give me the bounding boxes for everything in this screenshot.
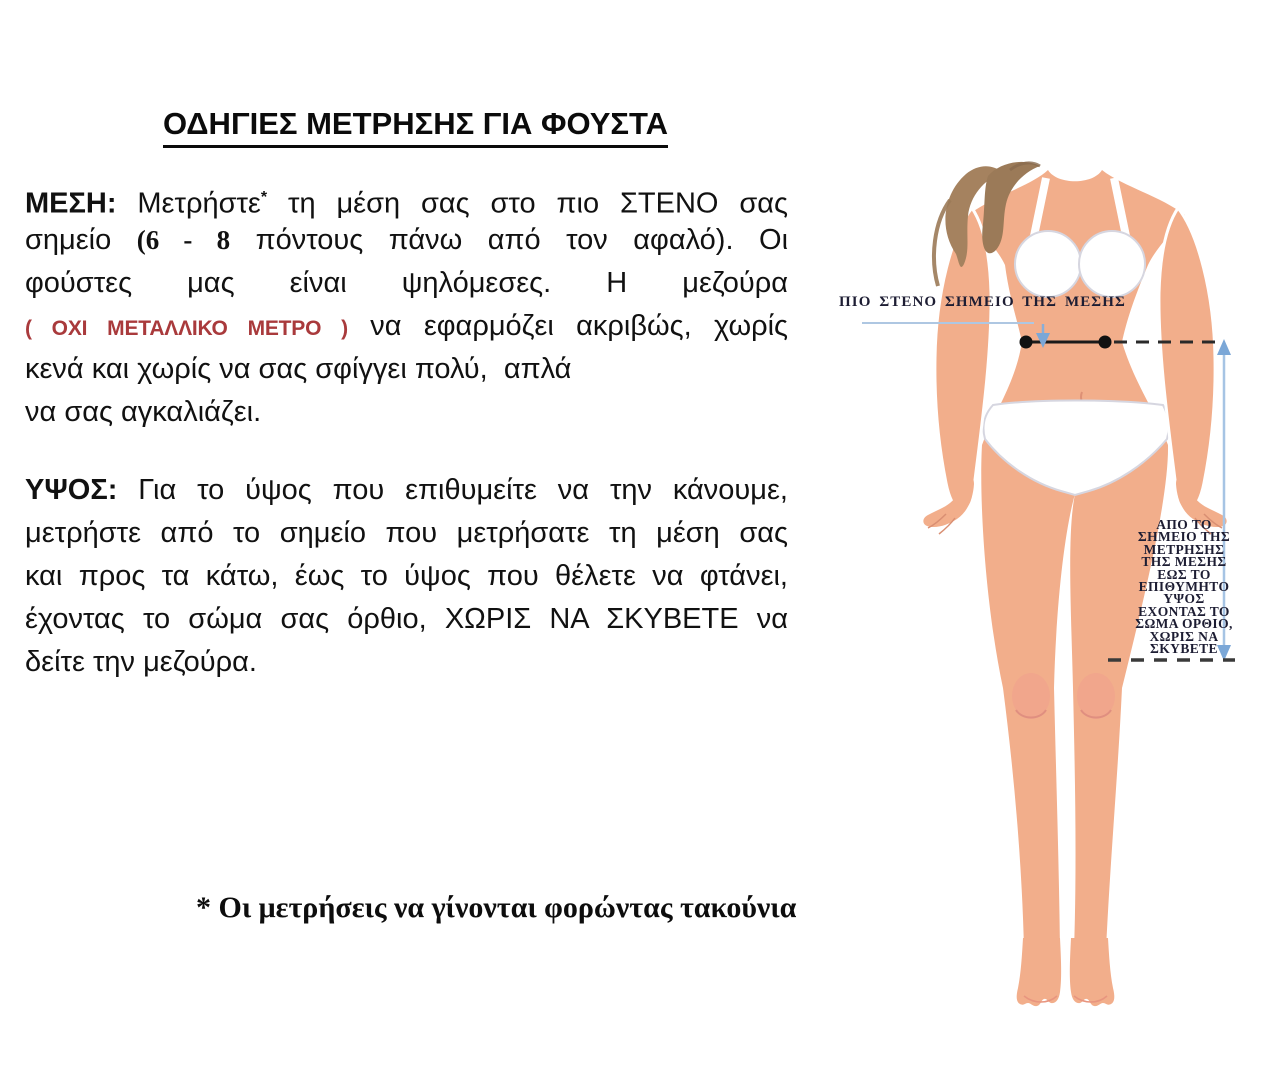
text-line [25, 219, 788, 262]
note-line: ΤΗΣ ΜΕΣΗΣ [1141, 554, 1227, 570]
text-segment-bold: ΜΕΣΗ: [25, 187, 117, 220]
note-line: ΣΩΜΑ ΟΡΘΙΟ, [1135, 616, 1233, 632]
text-line [25, 641, 788, 684]
waist-paragraph [25, 176, 788, 434]
text-segment: τη μέση σας στο πιο ΣΤΕΝΟ σας [267, 187, 788, 220]
text-line [25, 305, 788, 348]
text-segment: και προς τα κάτω, έως το ύψος που θέλετε να φτάνει, [25, 560, 788, 592]
text-segment: σημείο [25, 224, 137, 256]
note-line: ΥΨΟΣ [1163, 591, 1205, 607]
text-segment: να εφαρμόζει ακριβώς, χωρίς [347, 310, 788, 342]
text-line [25, 262, 788, 305]
text-segment-bold: ΥΨΟΣ: [25, 474, 118, 506]
text-line [25, 469, 788, 512]
note-line: ΕΠΙΘΥΜΗΤΟ [1138, 579, 1230, 595]
text-segment: να σας αγκαλιάζει. [25, 396, 262, 428]
page-title: ΟΔΗΓΙΕΣ ΜΕΤΡΗΣΗΣ ΓΙΑ ΦΟΥΣΤΑ [163, 106, 668, 148]
text-segment-red: ( ΟΧΙ ΜΕΤΑΛΛΙΚΟ ΜΕΤΡΟ ) [25, 317, 348, 340]
left-foot [1017, 938, 1061, 1006]
text-segment: μετρήστε από το σημείο που μετρήσατε τη μέση σας [25, 517, 788, 549]
right-foot [1070, 938, 1114, 1006]
height-paragraph [25, 469, 788, 684]
note-line: ΕΧΟΝΤΑΣ ΤΟ [1138, 603, 1230, 619]
note-line: ΧΩΡΙΣ ΝΑ [1149, 628, 1219, 644]
text-segment: πόντους πάνω από τον αφαλό). Οι [230, 224, 789, 256]
text-segment: φούστες μας είναι ψηλόμεσες. Η μεζούρα [25, 267, 788, 299]
text-segment-sup: * [260, 189, 268, 206]
text-segment: Μετρήστε [116, 187, 261, 220]
text-segment: δείτε την μεζούρα. [25, 646, 257, 678]
text-line [25, 391, 788, 434]
text-segment: Για το ύψος που επιθυμείτε να την κάνουμε, [117, 474, 788, 506]
text-segment: έχοντας το σώμα σας όρθιο, ΧΩΡΙΣ ΝΑ ΣΚΥΒΕΤΕ να [25, 603, 788, 635]
knee-shading [1012, 673, 1115, 719]
footnote: * Οι μετρήσεις να γίνονται φορώντας τακούνια [196, 891, 797, 924]
text-segment-serif: (6 - 8 [136, 225, 231, 255]
note-line: ΣΗΜΕΙΟ ΤΗΣ [1137, 529, 1231, 545]
text-segment: κενά και χωρίς να σας σφίγγει πολύ, απλά [25, 353, 572, 385]
note-line: ΕΩΣ ΤΟ [1157, 566, 1211, 582]
height-note [1134, 519, 1234, 655]
note-line: ΜΕΤΡΗΣΗΣ [1143, 541, 1225, 557]
text-line [25, 348, 788, 391]
waist-pointer-label: ΠΙΟ ΣΤΕΝΟ ΣΗΜΕΙΟ ΤΗΣ ΜΕΣΗΣ [839, 294, 1126, 310]
text-line [25, 598, 788, 641]
text-line [25, 176, 788, 219]
text-line [25, 512, 788, 555]
note-line: ΣΚΥΒΕΤΕ [1150, 641, 1218, 657]
text-line [25, 555, 788, 598]
note-line: ΑΠΟ ΤΟ [1156, 517, 1212, 532]
